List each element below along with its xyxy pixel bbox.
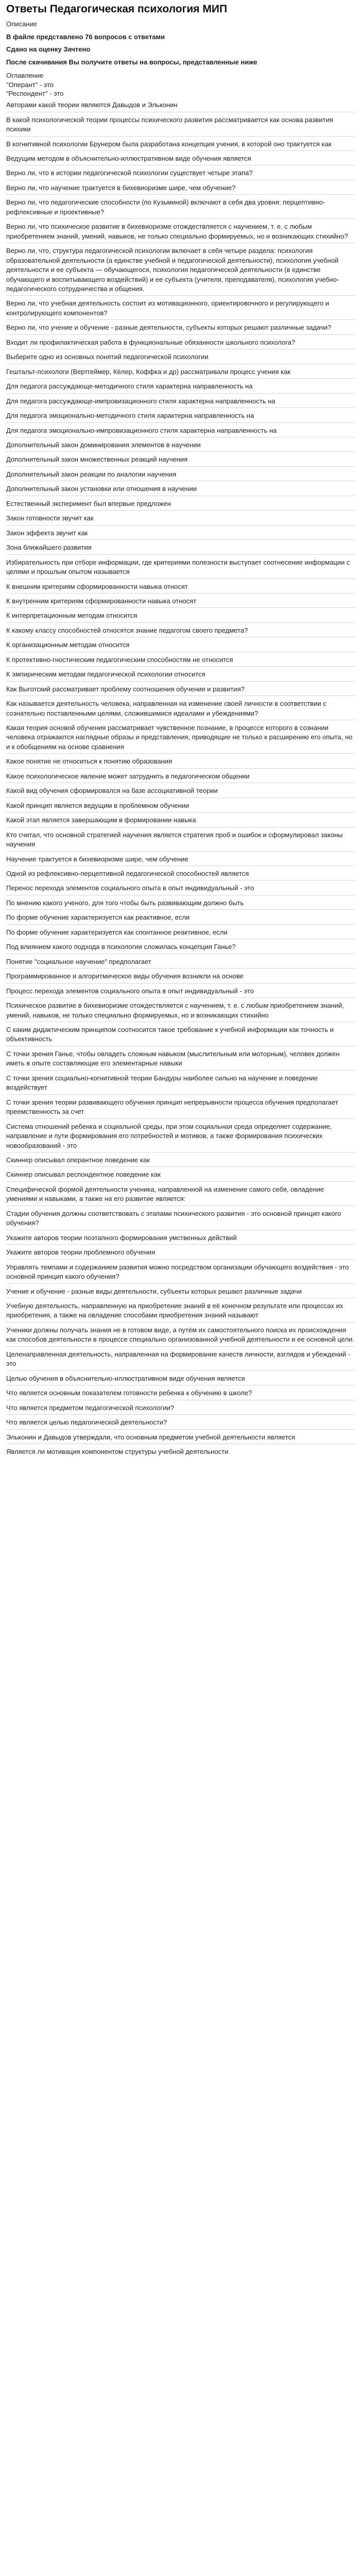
file-info: В файле представлено 76 вопросов с ответами xyxy=(6,32,165,41)
question-item: Целенаправленная деятельность, направленная на формирование качеств личности, взглядов и убеждений - это xyxy=(6,1348,355,1371)
question-item: К эмпирическим методам педагогической психологии относится xyxy=(6,668,355,681)
question-item: Верно ли, что психическое развитие в бихевиоризме отождествляется с научением, т. е. с любым приобретением знаний, умений, навыков, не только специально формируемых, но и возникающих стихийно? xyxy=(6,220,355,243)
question-item: Психическое развитие в бихевиоризме отождествляется с научением, т. е. с любым приобретением знаний, умений, навыков, не только специально формируемых, но и возникающих стихийно xyxy=(6,999,355,1022)
question-item: Одной из рефлексивно-перцептивной педагогической способностей является xyxy=(6,867,355,880)
question-item: Верно ли, что научение трактуется в бихевиоризме шире, чем обучение? xyxy=(6,181,355,195)
question-item: Выберите одно из основных понятий педагогической психологии xyxy=(6,350,355,364)
question-list xyxy=(6,98,355,1458)
question-item: По мнению какого ученого, для того чтобы быть развивающим должно быть xyxy=(6,896,355,910)
question-item: Дополнительный закон множественных реакций научения xyxy=(6,453,355,466)
question-item: Понятие "социальное научение" предполагает xyxy=(6,955,355,969)
grade-info: Сдано на оценку Зачтено xyxy=(6,45,91,54)
question-item: Учение и обучение - разные виды деятельности, субъекты которых решают различные задачи xyxy=(6,1285,355,1298)
question-item: Дополнительный закон доминирования элементов в научении xyxy=(6,438,355,452)
question-item: Для педагога рассуждающе-импровизационного стиля характерна направленность на xyxy=(6,395,355,408)
question-item: В какой психологической теории процессы психического развития рассматривается как основа развития психики xyxy=(6,113,355,137)
question-item: Что является предметом педагогической психологии? xyxy=(6,1401,355,1415)
question-item: Какое понятие не относиться к понятию образования xyxy=(6,755,355,768)
toc-item[interactable]: "Оперант" - это xyxy=(6,81,54,89)
question-item: К интерпретационным методам относится xyxy=(6,609,355,622)
question-item: Как называется деятельность человека, направленная на изменение своей личности в соответствии с сознательно поставленными целями, сложившимися идеалами и убеждениями? xyxy=(6,697,355,720)
page-title: Ответы Педагогическая психология МИП xyxy=(6,3,228,15)
question-item: Перенос перехода элементов социального опыта в опыт индивидуальный - это xyxy=(6,882,355,895)
question-item: Верно ли, что учебная деятельность состоит из мотивационного, ориентировочного и регулирующего и контролирующего компонентов? xyxy=(6,297,355,320)
question-item: Для педагога эмоционально-методичного стиля характерна направленность на xyxy=(6,409,355,422)
question-item: Верно ли, что педагогические способности (по Кузьминой) включают в себя два уровня: перцептивно-рефлексивные и проективные? xyxy=(6,196,355,219)
question-item: Авторами какой теории являются Давыдов и Эльконин xyxy=(6,98,355,112)
question-item: Какой этап является завершающим в формировании навыка xyxy=(6,814,355,827)
question-item: Система отношений ребенка и социальной среды, при этом социальная среда определяет содержание, направление и пути формирования его потребностей и мотивов, а также формирования психических новообразований - это xyxy=(6,1120,355,1153)
question-item: К внешним критериям сформированности навыка относят xyxy=(6,580,355,594)
question-item: К протективно-гностическим педагогическим способностям не относится xyxy=(6,653,355,667)
question-item: Укажите авторов теории поэтапного формирования умственных действий xyxy=(6,1231,355,1245)
question-item: Избирательность при отборе информации, где критериями полезности выступает соотнесение информации с целями и прошлым опытом называется xyxy=(6,556,355,579)
question-item: Управлять темпами и содержанием развития можно посредством организации обучающего воздействия - это основной принцип какого обучения? xyxy=(6,1261,355,1284)
question-item: Как Выготский рассматривает проблему соотношения обучения и развития? xyxy=(6,683,355,696)
question-item: Под влиянием какого подхода в психологии сложилась концепция Ганье? xyxy=(6,940,355,954)
after-download-note: После скачивания Вы получите ответы на вопросы, представленные ниже xyxy=(6,58,257,66)
question-item: Дополнительный закон установки или отношения в научении xyxy=(6,482,355,496)
question-item: Скиннер описывал респондентное поведение как xyxy=(6,1168,355,1181)
question-item: Что является основным показателем готовности ребенка к обучению в школе? xyxy=(6,1386,355,1400)
question-item: Какой принцип является ведущим в проблемном обучении xyxy=(6,799,355,812)
question-item: Что является целью педагогической деятельности? xyxy=(6,1416,355,1429)
question-item: Научение трактуется в бихевиоризме шире, чем обучение xyxy=(6,853,355,866)
question-item: Целью обучения в объяснительно-иллюстративном виде обучения является xyxy=(6,1372,355,1385)
question-item: В когнитивной психологии Брунером была разработана концепция учения, в которой оно трактуется как xyxy=(6,138,355,151)
toc-label: Оглавление xyxy=(6,72,44,80)
question-item: Верно ли, что, структура педагогической психологии включает в себя четыре раздела: психология образовательной деятельности (а единстве учебной и педагогической деятельности), психология учебной деятельности и ее субъекта — обучающегося, психология педагогической деятельности (в единстве обучающего и воспитывающего воздействий) и ее субъекта (учителя, преподавателя), психология учебно-педагогического сотрудничества и общения. xyxy=(6,244,355,296)
question-item: Кто считал, что основной стратегией научения является стратегия проб и ошибок и сформулировал законы научения xyxy=(6,828,355,852)
question-item: С точки зрения Ганье, чтобы овладеть сложным навыком (мыслительным или моторным), человек должен иметь в опыте составляющие его элементарные навыки xyxy=(6,1047,355,1071)
question-item: Процесс перехода элементов социального опыта в опыт индивидуальный - это xyxy=(6,985,355,998)
question-item: Стадии обучения должны соответствовать с этапами психического развития - это основной принцип какого обучения? xyxy=(6,1207,355,1230)
question-item: С точки зрения теории развивающего обучения принцип непрерывности процесса обучения предполагает преемственность за счет xyxy=(6,1096,355,1119)
question-item: Для педагога рассуждающе-методичного стиля характерна направленность на xyxy=(6,380,355,393)
question-item: Верно ли, что учение и обучение - разные деятельности, субъекты которых решают различные задачи? xyxy=(6,321,355,334)
question-item: По форме обучение характеризуется как реактивное, если xyxy=(6,911,355,924)
description-label: Описание xyxy=(6,20,37,28)
question-item: Закон эффекта звучит как xyxy=(6,527,355,540)
question-item: Дополнительный закон реакции по аналогии научения xyxy=(6,468,355,481)
question-item: Программированное и алгоритмическое виды обучения возникли на основе xyxy=(6,970,355,983)
question-item: Какая теория основой обучения рассматривает чувственное познание, в процессе которого в сознании человека отражаются наглядные образы и представления, приводящие не только к расширению его опыта, но и к обобщениям на основе сравнения xyxy=(6,721,355,754)
toc-item[interactable]: "Респондент" - это xyxy=(6,90,64,98)
question-item: Ведущим методом в объяснительно-иллюстративном виде обучения является xyxy=(6,152,355,165)
question-item: К какому классу способностей относятся знание педагогом своего предмета? xyxy=(6,624,355,637)
question-item: Какое психологическое явление может затруднить в педагогическом общении xyxy=(6,770,355,783)
question-item: Зона ближайшего развития xyxy=(6,541,355,554)
question-item: Какой вид обучения сформировался на базе ассоциативной теории xyxy=(6,784,355,798)
question-item: Учебную деятельность, направленную на приобретение знаний в её конечном результате или процессах их приобретения, а также на овладение способами приобретения знаний называют xyxy=(6,1299,355,1323)
question-item: Закон готовности звучит как xyxy=(6,512,355,525)
question-item: К внутренним критериям сформированности навыка относят xyxy=(6,595,355,608)
question-item: Верно ли, что в истории педагогической психологии существует четыре этапа? xyxy=(6,166,355,180)
question-item: Ученики должны получать знания не в готовом виде, а путём их самостоятельного поиска их происхождения как способов деятельности в процессе специально организованной учебной деятельности и ее основной цели. xyxy=(6,1324,355,1347)
question-item: Укажите авторов теории проблемного обучения xyxy=(6,1246,355,1259)
question-item: Естественный эксперимент был впервые предложен xyxy=(6,497,355,511)
question-item: С каким дидактическим принципом соотносится такое требование к учебной информации как точность и объективность xyxy=(6,1023,355,1046)
question-item: Является ли мотивация компонентом структуры учебной деятельности xyxy=(6,1447,229,1455)
question-item: К организационным методам относится xyxy=(6,638,355,652)
question-item: Специфической формой деятельности ученика, направленной на изменение самого себя, овладение умениями и навыками, а также на его развитие является: xyxy=(6,1183,355,1206)
question-item: Эльконин и Давыдов утверждали, что основным предметом учебной деятельности является xyxy=(6,1431,355,1444)
question-item: Скиннер описывал оперантное поведение как xyxy=(6,1154,355,1167)
question-item: Гештальт-психологи (Вертгеймер, Кёлер, Коффка и др) рассматривали процесс учения как xyxy=(6,365,355,379)
question-item: Входит ли профилактическая работа в функциональные обязанности школьного психолога? xyxy=(6,336,355,349)
question-item: С точки зрения социально-когнитивной теории Бандуры наиболее сильно на научение и поведение воздействует xyxy=(6,1072,355,1095)
question-item: Для педагога эмоционально-импровизационного стиля характерна направленность на xyxy=(6,424,355,437)
question-item: По форме обучение характеризуется как спонтанное реактивное, если xyxy=(6,926,355,939)
